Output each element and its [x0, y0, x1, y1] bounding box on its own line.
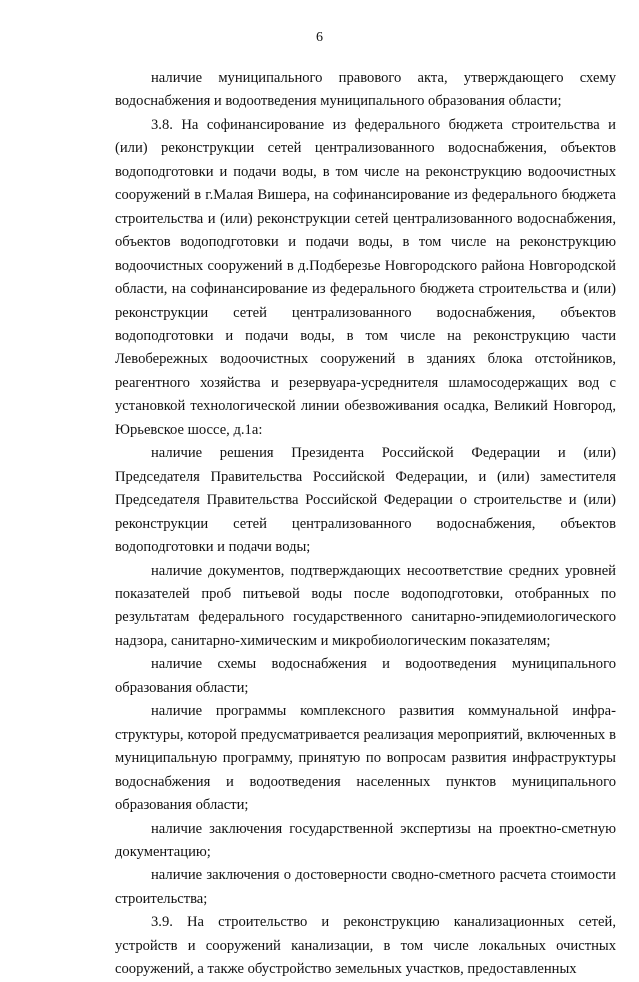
page-number: 6 — [316, 30, 323, 45]
paragraph: наличие схемы водоснабжения и водоотведения муниципального образования области; — [115, 656, 616, 696]
document-body — [115, 67, 616, 982]
paragraph: наличие муниципального правового акта, утверждающего схему водоснабжения и водоотведения муниципального образования области; — [115, 70, 616, 110]
paragraph: 3.9. На строительство и реконструкцию канализационных сетей, устройств и сооружений канализации, в том числе локальных очистных сооружений, а также обустройство земельных участков, предоставленных — [115, 914, 616, 978]
paragraph: наличие документов, подтверждающих несоответствие средних уровней показателей проб питьевой воды после водоподготовки, отобранных по результатам федерального государственного санитарно-эпидемиологического надзора, санитарно-химическим и микробиологическим показателям; — [115, 562, 616, 649]
paragraph: наличие решения Президента Российской Федерации и (или) Председателя Правительства Российской Федерации, и (или) заместителя Председателя Правительства Российской Федерации о строительстве и (или) реконструкции сетей централизованного водоснабжения, объектов водоподготовки и подачи воды; — [115, 445, 616, 556]
paragraph: наличие заключения государственной экспертизы на проектно-сметную документацию; — [115, 820, 616, 860]
paragraph: 3.8. На софинансирование из федерального бюджета строительства и (или) реконструкции сетей централизованного водоснабжения, объектов водоподготовки и подачи воды, в том числе на реконструкцию водоочистных сооружений в г.Малая Вишера, на софинансирование из федерального бюджета строительства и (или) реконструкции сетей централизованного водоснабжения, объектов водоподготовки и подачи воды, в том числе на реконструкцию водоочистных сооружений в д.Подберезье Новгородского района Новгородской области, на софинансирование из федерального бюджета строительства и (или) реконструкции сетей централизованного водоснабжения, объектов водоподготовки и подачи воды, в том числе на реконструкцию части Левобережных водоочистных сооружений в зданиях блока отстойников, реагентного хозяйства и резервуара-усреднителя шламосодержащих вод с установкой технологической линии обезвоживания осадка, Великий Новгород, Юрьевское шоссе, д.1а: — [115, 116, 616, 438]
paragraph: наличие заключения о достоверности сводно-сметного расчета стоимости строительства; — [115, 867, 616, 907]
paragraph: наличие программы комплексного развития коммунальной инфраструктуры, которой предусматривается реализация мероприятий, включенных в муниципальную программу, принятую по вопросам развития инфраструктуры водоснабжения и водоотведения населенных пунктов муниципального образования области; — [115, 703, 616, 814]
